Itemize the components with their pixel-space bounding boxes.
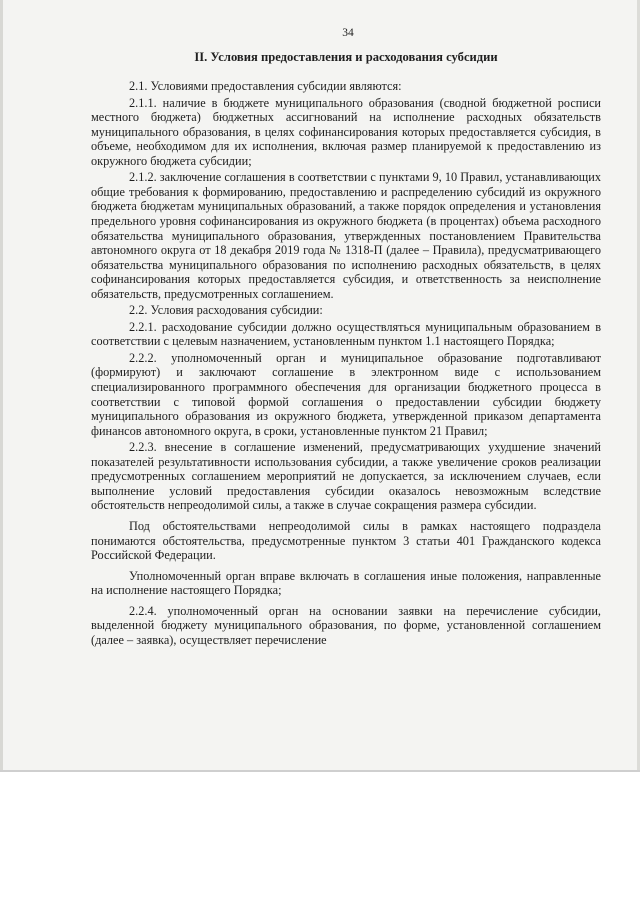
document-body (91, 26, 601, 647)
paragraph-2-1-2: 2.1.2. заключение соглашения в соответствии с пунктами 9, 10 Правил, устанавливающих общие требования к формированию, предоставлению и распределению субсидий из окружного бюджета бюджетам муниципальных образований, а также порядок определения и установления предельного уровня софинансирования из окружного бюджета (в процентах) объема расходного обязательства муниципального образования, утвержденных постановлением Правительства автономного округа от 18 декабря 2019 года № 1318-П (далее – Правила), предусматривающего обязательства муниципального образования по исполнению расходных обязательств, в целях софинансирования которых предоставляется субсидия, и ответственность за неисполнение обязательств, предусмотренных соглашением. (91, 170, 601, 301)
paragraph-2-2-1: 2.2.1. расходование субсидии должно осуществляться муниципальным образованием в соответствии с целевым назначением, установленным пунктом 1.1 настоящего Порядка; (91, 319, 601, 349)
blank-area (0, 772, 640, 905)
paragraph-force-majeure: Под обстоятельствами непреодолимой силы в рамках настоящего подраздела понимаются обстоятельства, предусмотренные пунктом 3 статьи 401 Гражданского кодекса Российской Федерации. (91, 518, 601, 563)
paragraph-2-2-3: 2.2.3. внесение в соглашение изменений, предусматривающих ухудшение значений показателей результативности использования субсидии, а также увеличение сроков реализации предусмотренных соглашением мероприятий не допускается, за исключением случаев, если выполнение условий предоставления субсидии оказалось невозможным вследствие обстоятельств непреодолимой силы, а также в случае сокращения размера субсидии. (91, 440, 601, 513)
paragraph-2-2-2: 2.2.2. уполномоченный орган и муниципальное образование подготавливают (формируют) и заключают соглашение в электронном виде с использованием специализированного программного обеспечения для организации бюджетного процесса в соответствии с типовой формой соглашения о предоставлении субсидии бюджету муниципального образования из окружного бюджета, утвержденной приказом департамента финансов автономного округа, в сроки, установленные пунктом 21 Правил; (91, 350, 601, 438)
paragraph-2-2: 2.2. Условия расходования субсидии: (129, 303, 323, 318)
section-title: II. Условия предоставления и расходования субсидии (194, 49, 498, 64)
page-number: 34 (342, 27, 354, 39)
paragraph-2-1: 2.1. Условиями предоставления субсидии являются: (129, 79, 402, 94)
paragraph-other-provisions: Уполномоченный орган вправе включать в соглашения иные положения, направленные на исполнение настоящего Порядка; (91, 568, 601, 598)
paragraph-2-2-4: 2.2.4. уполномоченный орган на основании заявки на перечисление субсидии, выделенной бюджету муниципального образования, по форме, установленной соглашением (далее – заявка), осуществляет перечисление (91, 603, 601, 647)
paragraph-2-1-1: 2.1.1. наличие в бюджете муниципального образования (сводной бюджетной росписи местного бюджета) бюджетных ассигнований на исполнение расходных обязательств муниципального образования, в целях софинансирования которых предоставляется субсидия, в объеме, необходимом для их исполнения, включая размер планируемой к предоставлению из окружного бюджета субсидии; (91, 95, 601, 168)
